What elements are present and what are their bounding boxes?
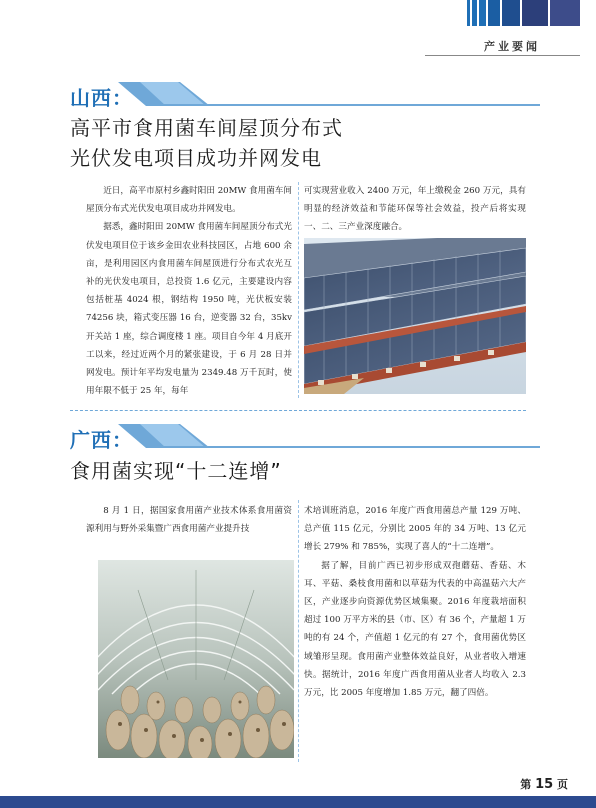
article2-title: 食用菌实现“十二连增” <box>70 459 282 483</box>
page-number: 第 15 页 <box>520 777 568 792</box>
section-rule <box>425 55 580 56</box>
region-tag: 广西： <box>70 428 133 452</box>
section-label: 产业要闻 <box>484 40 540 53</box>
footer-bar <box>0 796 596 808</box>
article1-title-line1: 高平市食用菌车间屋顶分布式 <box>70 116 343 140</box>
region-header-guangxi <box>70 424 540 454</box>
paragraph: 术培训班消息，2016 年度广西食用菌总产量 129 万吨、总产值 115 亿元，分别比 2005 年的 34 万吨、13 亿元增长 279% 和 785%，实现了喜人的“十二连增”。 <box>304 506 526 553</box>
header-stripes <box>467 0 580 26</box>
paragraph: 据了解，目前广西已初步形成双孢蘑菇、香菇、木耳、平菇、桑枝食用菌和以草菇为代表的中高温菇六大产区，产业逐步向资源优势区域集聚。2016 年度栽培面积超过 100 万平方米的县（市、区）有 36 个，产量超 1 万吨的有 24 个，产值超 1 亿元的有 27 个，食用菌优势区域雏形呈现。食用菌产业整体效益良好，从业者收入增速快。据统计，2016 年度广西食用菌从业者人均收入 2.3 万元，比 2005 年度增加 1.85 万元，翻了四倍。 <box>304 560 526 699</box>
article-divider <box>70 410 526 411</box>
paragraph: 据悉，鑫时阳田 20MW 食用菌车间屋顶分布式光伏发电项目位于该乡金田农业科技园区，占地 600 余亩，是利用园区内食用菌车间屋顶进行分布式农光互补的光伏发电项目，总投资 1.6 亿元，主要建设内容包括桩基 4024 根，钢结构 1950 吨，光伏板安装 74256 块，箱式变压器 16 台，逆变器 32 台，35kv 开关站 1 座，综合调度楼 1 座。项目自今年 4 月底开工以来，经过近两个月的紧张建设，于 6 月 28 日并网发电。预计年平均发电量为 2349.48 万千瓦时，使用年限不低于 25 年，每年 <box>86 222 292 397</box>
region-tag: 山西： <box>70 86 133 110</box>
article1-column-right <box>304 182 526 237</box>
paragraph: 8 月 1 日，据国家食用菌产业技术体系食用菌资源利用与野外采集暨广西食用菌产业提升技 <box>86 506 292 535</box>
column-separator <box>298 500 299 762</box>
mushroom-greenhouse-photo <box>98 560 294 758</box>
paragraph: 近日，高平市原村乡鑫时阳田 20MW 食用菌车间屋顶分布式光伏发电项目成功并网发电。 <box>86 186 292 215</box>
paragraph: 可实现营业收入 2400 万元，年上缴税金 260 万元，具有明显的经济效益和节能环保等社会效益，投产后将实现一、二、三产业深度融合。 <box>304 186 526 233</box>
region-header-shanxi <box>70 82 540 112</box>
article1-column-left <box>86 182 292 400</box>
solar-greenhouse-photo <box>304 238 526 394</box>
article1-title-line2: 光伏发电项目成功并网发电 <box>70 146 322 170</box>
article2-column-left <box>86 502 292 538</box>
column-separator <box>298 182 299 398</box>
article2-column-right <box>304 502 526 702</box>
